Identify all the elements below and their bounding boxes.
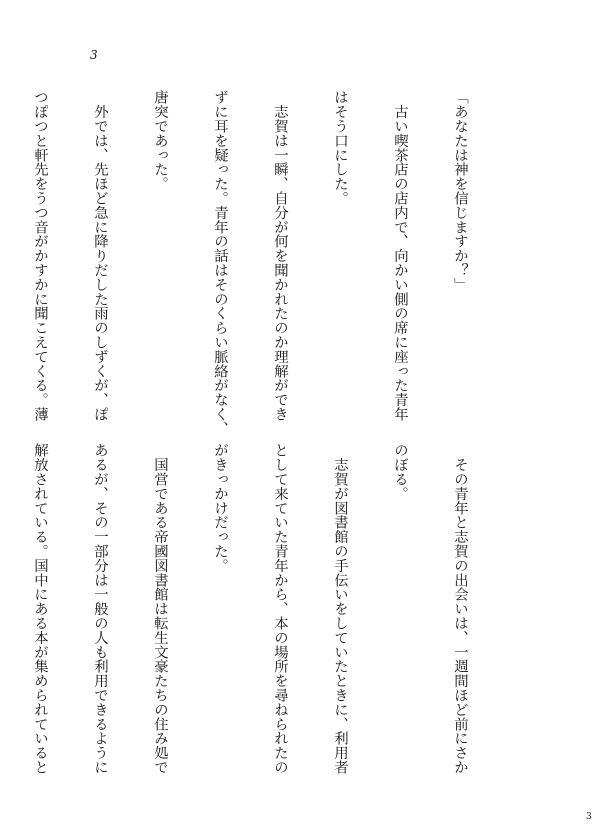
text-line: 外では、先ほど急に降りだした雨のしずくが、ぽ: [92, 90, 108, 422]
text-line: のぼる。: [392, 443, 408, 501]
text-line: はそう口にした。: [332, 90, 348, 206]
text-line: その青年と志賀の出会いは、一週間ほど前にさか: [452, 443, 468, 775]
page-number-footer: 3: [586, 812, 592, 822]
text-line: ずに耳を疑った。青年の話はそのくらい脈絡がなく、: [212, 90, 228, 436]
text-line: がきっかけだった。: [212, 443, 228, 573]
text-line: 古い喫茶店の店内で、向かい側の席に座った青年: [392, 90, 408, 422]
text-line: 国営である帝國図書館は転生文豪たちの住み処で: [152, 443, 168, 775]
text-line: 唐突であった。: [152, 90, 168, 191]
page-number-header: 3: [90, 48, 98, 62]
upper-text-column: [0, 90, 510, 436]
text-line: として来ていた青年から、本の場所を尋ねられたの: [272, 443, 288, 775]
text-line: つぽつと軒先をうつ音がかすかに聞こえてくる。薄: [32, 90, 48, 422]
lower-text-column: [0, 443, 510, 788]
text-line: あるが、その一部分は一般の人も利用できるように: [92, 443, 108, 775]
text-line: 解放されている。国中にある本が集められていると: [32, 443, 48, 775]
text-line: 志賀は一瞬、自分が何を聞かれたのか理解ができ: [272, 90, 288, 422]
text-line: 「あなたは神を信じますか？」: [452, 90, 468, 292]
text-line: 志賀が図書館の手伝いをしていたときに、利用者: [332, 443, 348, 775]
